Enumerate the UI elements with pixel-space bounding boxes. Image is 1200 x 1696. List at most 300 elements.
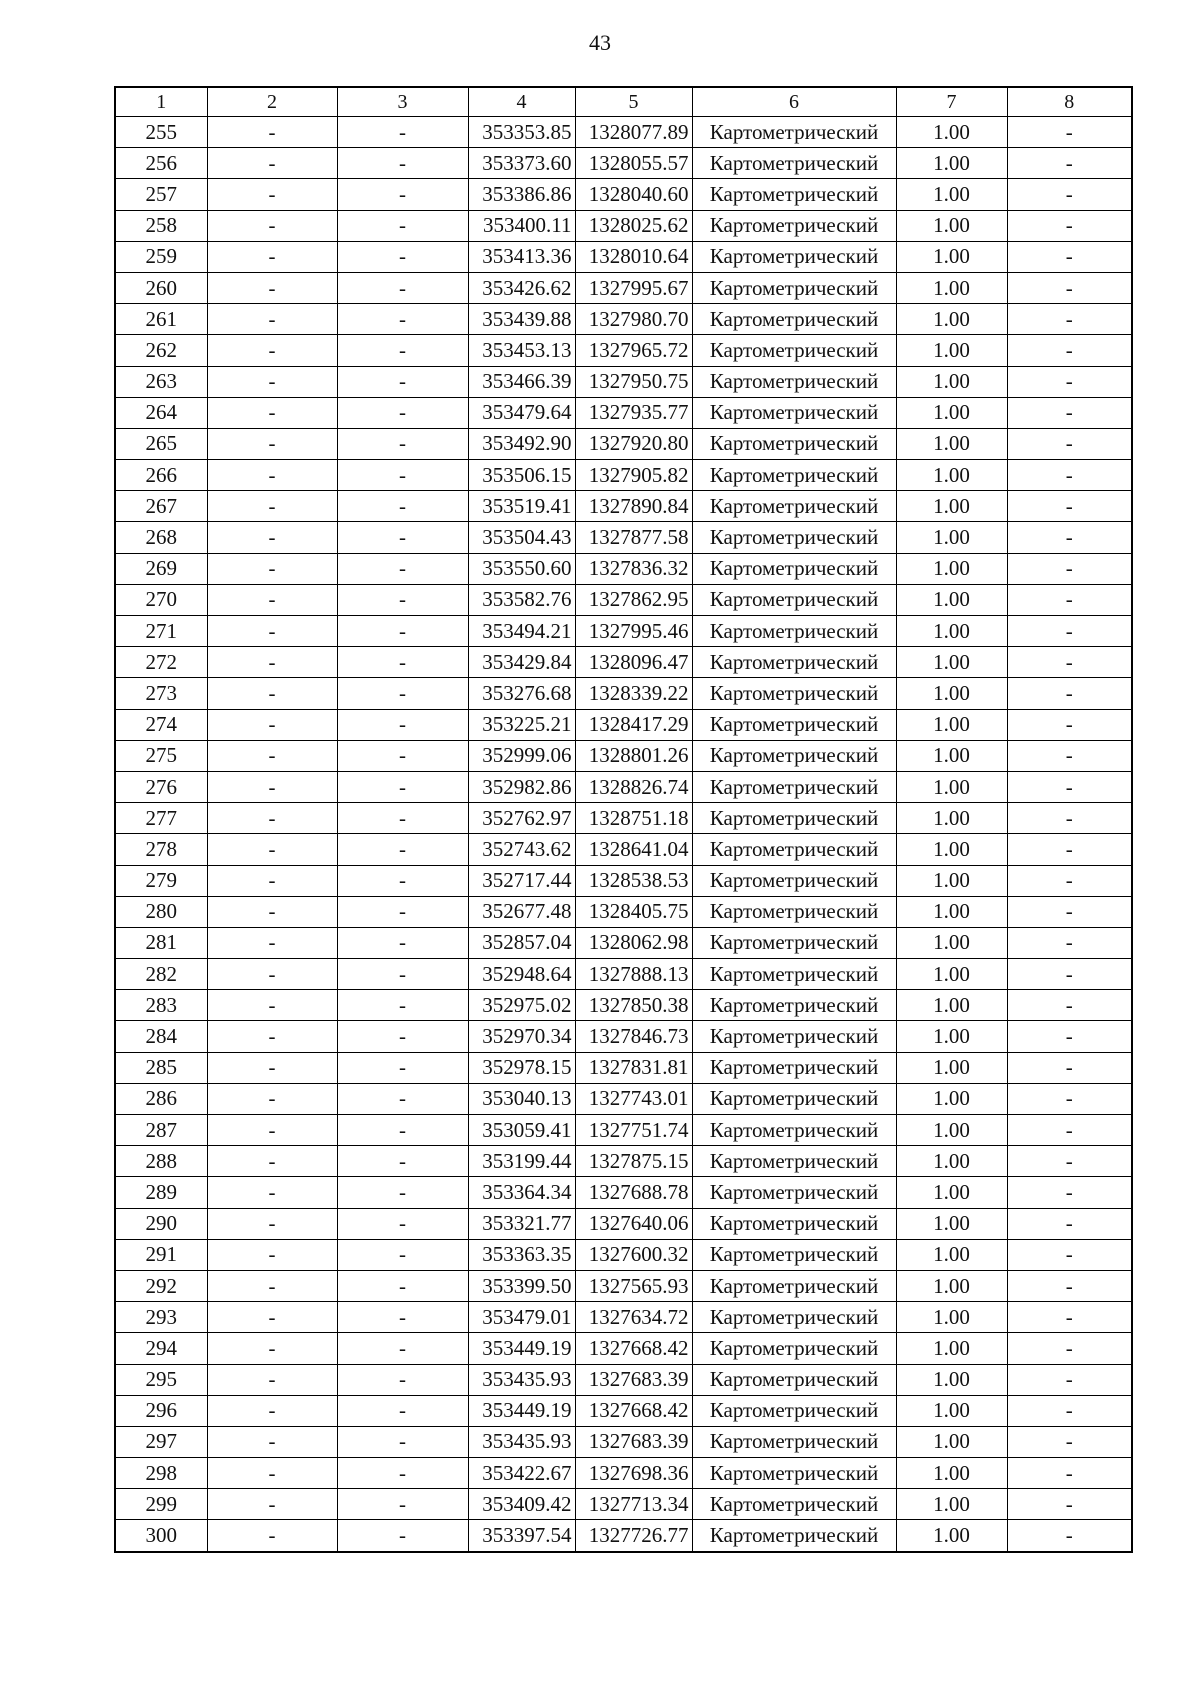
cell-col-2: - (207, 1083, 337, 1114)
method: Картометрический (692, 865, 896, 896)
method: Картометрический (692, 1426, 896, 1457)
cell-col-3: - (337, 1333, 468, 1364)
method: Картометрический (692, 1395, 896, 1426)
header-col-6: 6 (692, 87, 896, 117)
point-number: 287 (115, 1115, 207, 1146)
cell-col-8: - (1007, 1489, 1132, 1520)
accuracy: 1.00 (896, 616, 1007, 647)
table-row (115, 1489, 1132, 1520)
table-header (115, 87, 1132, 117)
cell-col-8: - (1007, 803, 1132, 834)
accuracy: 1.00 (896, 1052, 1007, 1083)
point-number: 296 (115, 1395, 207, 1426)
cell-col-3: - (337, 803, 468, 834)
cell-col-3: - (337, 1458, 468, 1489)
cell-col-2: - (207, 584, 337, 615)
cell-col-3: - (337, 616, 468, 647)
cell-col-8: - (1007, 1333, 1132, 1364)
method: Картометрический (692, 210, 896, 241)
method: Картометрический (692, 896, 896, 927)
cell-col-3: - (337, 491, 468, 522)
coord-x: 353399.50 (468, 1270, 575, 1301)
method: Картометрический (692, 834, 896, 865)
cell-col-8: - (1007, 491, 1132, 522)
method: Картометрический (692, 491, 896, 522)
accuracy: 1.00 (896, 1302, 1007, 1333)
accuracy: 1.00 (896, 553, 1007, 584)
cell-col-3: - (337, 1270, 468, 1301)
accuracy: 1.00 (896, 1489, 1007, 1520)
accuracy: 1.00 (896, 834, 1007, 865)
coord-x: 353409.42 (468, 1489, 575, 1520)
cell-col-8: - (1007, 927, 1132, 958)
coord-x: 353449.19 (468, 1333, 575, 1364)
method: Картометрический (692, 1270, 896, 1301)
table-row (115, 959, 1132, 990)
table-row (115, 335, 1132, 366)
cell-col-3: - (337, 428, 468, 459)
cell-col-2: - (207, 272, 337, 303)
cell-col-8: - (1007, 678, 1132, 709)
method: Картометрический (692, 1083, 896, 1114)
accuracy: 1.00 (896, 210, 1007, 241)
table-row (115, 304, 1132, 335)
coord-y: 1327995.46 (575, 616, 692, 647)
cell-col-8: - (1007, 397, 1132, 428)
cell-col-8: - (1007, 1146, 1132, 1177)
accuracy: 1.00 (896, 1115, 1007, 1146)
coord-x: 353225.21 (468, 709, 575, 740)
cell-col-2: - (207, 740, 337, 771)
cell-col-8: - (1007, 366, 1132, 397)
cell-col-3: - (337, 990, 468, 1021)
coord-x: 353479.64 (468, 397, 575, 428)
point-number: 277 (115, 803, 207, 834)
coord-y: 1328405.75 (575, 896, 692, 927)
method: Картометрический (692, 740, 896, 771)
table-row (115, 1395, 1132, 1426)
cell-col-3: - (337, 1052, 468, 1083)
coord-x: 352743.62 (468, 834, 575, 865)
method: Картометрический (692, 241, 896, 272)
cell-col-3: - (337, 1239, 468, 1270)
header-row (115, 87, 1132, 117)
cell-col-8: - (1007, 771, 1132, 802)
cell-col-2: - (207, 491, 337, 522)
cell-col-3: - (337, 1146, 468, 1177)
cell-col-3: - (337, 1489, 468, 1520)
coord-y: 1327688.78 (575, 1177, 692, 1208)
table-row (115, 647, 1132, 678)
coord-y: 1327683.39 (575, 1426, 692, 1457)
point-number: 297 (115, 1426, 207, 1457)
coord-x: 352982.86 (468, 771, 575, 802)
coord-x: 353494.21 (468, 616, 575, 647)
cell-col-3: - (337, 460, 468, 491)
coord-y: 1328826.74 (575, 771, 692, 802)
point-number: 269 (115, 553, 207, 584)
cell-col-2: - (207, 522, 337, 553)
cell-col-8: - (1007, 1302, 1132, 1333)
accuracy: 1.00 (896, 335, 1007, 366)
coord-y: 1327935.77 (575, 397, 692, 428)
coord-x: 353059.41 (468, 1115, 575, 1146)
accuracy: 1.00 (896, 1426, 1007, 1457)
point-number: 258 (115, 210, 207, 241)
point-number: 256 (115, 148, 207, 179)
point-number: 289 (115, 1177, 207, 1208)
cell-col-2: - (207, 148, 337, 179)
method: Картометрический (692, 1115, 896, 1146)
accuracy: 1.00 (896, 241, 1007, 272)
cell-col-2: - (207, 834, 337, 865)
accuracy: 1.00 (896, 1177, 1007, 1208)
point-number: 264 (115, 397, 207, 428)
cell-col-2: - (207, 1395, 337, 1426)
method: Картометрический (692, 803, 896, 834)
accuracy: 1.00 (896, 990, 1007, 1021)
coord-y: 1327850.38 (575, 990, 692, 1021)
coord-y: 1327877.58 (575, 522, 692, 553)
table-row (115, 1333, 1132, 1364)
accuracy: 1.00 (896, 1364, 1007, 1395)
cell-col-8: - (1007, 1520, 1132, 1552)
coord-y: 1327831.81 (575, 1052, 692, 1083)
table-row (115, 740, 1132, 771)
point-number: 279 (115, 865, 207, 896)
cell-col-3: - (337, 1115, 468, 1146)
table-row (115, 397, 1132, 428)
table-row (115, 1208, 1132, 1239)
point-number: 273 (115, 678, 207, 709)
method: Картометрический (692, 148, 896, 179)
table-row (115, 491, 1132, 522)
coord-x: 353353.85 (468, 117, 575, 148)
accuracy: 1.00 (896, 771, 1007, 802)
cell-col-8: - (1007, 834, 1132, 865)
method: Картометрический (692, 990, 896, 1021)
header-col-1: 1 (115, 87, 207, 117)
coord-x: 353479.01 (468, 1302, 575, 1333)
cell-col-2: - (207, 1364, 337, 1395)
coord-y: 1327726.77 (575, 1520, 692, 1552)
cell-col-8: - (1007, 1270, 1132, 1301)
accuracy: 1.00 (896, 1520, 1007, 1552)
accuracy: 1.00 (896, 1146, 1007, 1177)
point-number: 260 (115, 272, 207, 303)
table-row (115, 678, 1132, 709)
coord-y: 1327836.32 (575, 553, 692, 584)
table-row (115, 990, 1132, 1021)
cell-col-3: - (337, 584, 468, 615)
cell-col-3: - (337, 335, 468, 366)
cell-col-2: - (207, 304, 337, 335)
accuracy: 1.00 (896, 179, 1007, 210)
method: Картометрический (692, 304, 896, 335)
coord-y: 1327600.32 (575, 1239, 692, 1270)
table-row (115, 179, 1132, 210)
point-number: 262 (115, 335, 207, 366)
table-row (115, 117, 1132, 148)
method: Картометрический (692, 179, 896, 210)
cell-col-2: - (207, 241, 337, 272)
point-number: 255 (115, 117, 207, 148)
cell-col-2: - (207, 1270, 337, 1301)
header-col-2: 2 (207, 87, 337, 117)
coord-y: 1328077.89 (575, 117, 692, 148)
table-row (115, 1146, 1132, 1177)
cell-col-3: - (337, 522, 468, 553)
method: Картометрический (692, 616, 896, 647)
coord-y: 1327846.73 (575, 1021, 692, 1052)
coord-y: 1328751.18 (575, 803, 692, 834)
coord-x: 353199.44 (468, 1146, 575, 1177)
cell-col-2: - (207, 803, 337, 834)
coord-y: 1328062.98 (575, 927, 692, 958)
coord-x: 353400.11 (468, 210, 575, 241)
table-row (115, 771, 1132, 802)
cell-col-8: - (1007, 117, 1132, 148)
accuracy: 1.00 (896, 460, 1007, 491)
cell-col-3: - (337, 709, 468, 740)
method: Картометрический (692, 553, 896, 584)
method: Картометрический (692, 647, 896, 678)
accuracy: 1.00 (896, 678, 1007, 709)
point-number: 298 (115, 1458, 207, 1489)
cell-col-2: - (207, 959, 337, 990)
method: Картометрический (692, 1146, 896, 1177)
point-number: 282 (115, 959, 207, 990)
coord-x: 353582.76 (468, 584, 575, 615)
cell-col-2: - (207, 397, 337, 428)
accuracy: 1.00 (896, 1208, 1007, 1239)
accuracy: 1.00 (896, 647, 1007, 678)
accuracy: 1.00 (896, 522, 1007, 553)
cell-col-8: - (1007, 584, 1132, 615)
accuracy: 1.00 (896, 803, 1007, 834)
cell-col-2: - (207, 335, 337, 366)
coord-x: 352857.04 (468, 927, 575, 958)
table-row (115, 553, 1132, 584)
accuracy: 1.00 (896, 1270, 1007, 1301)
cell-col-3: - (337, 397, 468, 428)
coord-x: 353429.84 (468, 647, 575, 678)
accuracy: 1.00 (896, 366, 1007, 397)
point-number: 272 (115, 647, 207, 678)
coord-y: 1327698.36 (575, 1458, 692, 1489)
coord-y: 1327751.74 (575, 1115, 692, 1146)
method: Картометрический (692, 397, 896, 428)
coord-y: 1328096.47 (575, 647, 692, 678)
cell-col-2: - (207, 428, 337, 459)
cell-col-8: - (1007, 990, 1132, 1021)
cell-col-2: - (207, 553, 337, 584)
accuracy: 1.00 (896, 1021, 1007, 1052)
table-row (115, 210, 1132, 241)
coord-y: 1327995.67 (575, 272, 692, 303)
cell-col-3: - (337, 896, 468, 927)
cell-col-8: - (1007, 616, 1132, 647)
cell-col-8: - (1007, 1239, 1132, 1270)
point-number: 267 (115, 491, 207, 522)
cell-col-8: - (1007, 1177, 1132, 1208)
cell-col-3: - (337, 678, 468, 709)
point-number: 281 (115, 927, 207, 958)
cell-col-2: - (207, 210, 337, 241)
table-row (115, 148, 1132, 179)
method: Картометрический (692, 584, 896, 615)
coord-y: 1328641.04 (575, 834, 692, 865)
cell-col-8: - (1007, 1021, 1132, 1052)
cell-col-8: - (1007, 179, 1132, 210)
point-number: 300 (115, 1520, 207, 1552)
accuracy: 1.00 (896, 397, 1007, 428)
method: Картометрический (692, 1520, 896, 1552)
coord-y: 1327683.39 (575, 1364, 692, 1395)
coord-y: 1328801.26 (575, 740, 692, 771)
accuracy: 1.00 (896, 1083, 1007, 1114)
point-number: 284 (115, 1021, 207, 1052)
method: Картометрический (692, 1177, 896, 1208)
cell-col-2: - (207, 1333, 337, 1364)
accuracy: 1.00 (896, 1395, 1007, 1426)
coord-x: 353519.41 (468, 491, 575, 522)
cell-col-8: - (1007, 272, 1132, 303)
accuracy: 1.00 (896, 959, 1007, 990)
point-number: 291 (115, 1239, 207, 1270)
coord-x: 352970.34 (468, 1021, 575, 1052)
table-row (115, 1426, 1132, 1457)
cell-col-3: - (337, 304, 468, 335)
cell-col-2: - (207, 1115, 337, 1146)
cell-col-3: - (337, 834, 468, 865)
method: Картометрический (692, 1302, 896, 1333)
cell-col-8: - (1007, 1426, 1132, 1457)
cell-col-2: - (207, 896, 337, 927)
cell-col-8: - (1007, 1083, 1132, 1114)
cell-col-2: - (207, 1426, 337, 1457)
coord-x: 353373.60 (468, 148, 575, 179)
point-number: 294 (115, 1333, 207, 1364)
point-number: 263 (115, 366, 207, 397)
table-row (115, 896, 1132, 927)
header-col-7: 7 (896, 87, 1007, 117)
point-number: 290 (115, 1208, 207, 1239)
table-row (115, 1177, 1132, 1208)
coord-y: 1327980.70 (575, 304, 692, 335)
table-row (115, 1364, 1132, 1395)
cell-col-2: - (207, 865, 337, 896)
table-row (115, 366, 1132, 397)
accuracy: 1.00 (896, 1333, 1007, 1364)
table-row (115, 584, 1132, 615)
method: Картометрический (692, 335, 896, 366)
table-row (115, 1302, 1132, 1333)
cell-col-8: - (1007, 148, 1132, 179)
point-number: 270 (115, 584, 207, 615)
accuracy: 1.00 (896, 428, 1007, 459)
coord-y: 1328040.60 (575, 179, 692, 210)
table-row (115, 241, 1132, 272)
coord-x: 352978.15 (468, 1052, 575, 1083)
cell-col-3: - (337, 148, 468, 179)
cell-col-8: - (1007, 1458, 1132, 1489)
table-row (115, 1083, 1132, 1114)
coord-x: 353466.39 (468, 366, 575, 397)
cell-col-2: - (207, 1146, 337, 1177)
cell-col-8: - (1007, 896, 1132, 927)
cell-col-2: - (207, 1239, 337, 1270)
accuracy: 1.00 (896, 304, 1007, 335)
cell-col-8: - (1007, 647, 1132, 678)
cell-col-2: - (207, 616, 337, 647)
point-number: 259 (115, 241, 207, 272)
point-number: 288 (115, 1146, 207, 1177)
table-row (115, 428, 1132, 459)
cell-col-3: - (337, 1208, 468, 1239)
cell-col-3: - (337, 1395, 468, 1426)
method: Картометрический (692, 1239, 896, 1270)
method: Картометрический (692, 428, 896, 459)
cell-col-8: - (1007, 210, 1132, 241)
coord-y: 1327920.80 (575, 428, 692, 459)
point-number: 271 (115, 616, 207, 647)
point-number: 283 (115, 990, 207, 1021)
accuracy: 1.00 (896, 740, 1007, 771)
header-col-8: 8 (1007, 87, 1132, 117)
accuracy: 1.00 (896, 272, 1007, 303)
cell-col-2: - (207, 647, 337, 678)
cell-col-3: - (337, 1426, 468, 1457)
point-number: 266 (115, 460, 207, 491)
cell-col-8: - (1007, 241, 1132, 272)
coordinates-table (114, 86, 1133, 1553)
coord-x: 352975.02 (468, 990, 575, 1021)
cell-col-2: - (207, 709, 337, 740)
coord-y: 1328010.64 (575, 241, 692, 272)
method: Картометрический (692, 460, 896, 491)
point-number: 286 (115, 1083, 207, 1114)
accuracy: 1.00 (896, 927, 1007, 958)
table-row (115, 834, 1132, 865)
accuracy: 1.00 (896, 865, 1007, 896)
coord-y: 1327668.42 (575, 1333, 692, 1364)
method: Картометрический (692, 927, 896, 958)
cell-col-8: - (1007, 1395, 1132, 1426)
point-number: 268 (115, 522, 207, 553)
coord-x: 353364.34 (468, 1177, 575, 1208)
coord-y: 1327875.15 (575, 1146, 692, 1177)
coord-y: 1328055.57 (575, 148, 692, 179)
header-col-5: 5 (575, 87, 692, 117)
method: Картометрический (692, 1364, 896, 1395)
cell-col-3: - (337, 1083, 468, 1114)
cell-col-3: - (337, 647, 468, 678)
method: Картометрический (692, 1021, 896, 1052)
cell-col-8: - (1007, 553, 1132, 584)
method: Картометрический (692, 1333, 896, 1364)
table-row (115, 865, 1132, 896)
coord-x: 353413.36 (468, 241, 575, 272)
table-row (115, 616, 1132, 647)
coord-x: 353276.68 (468, 678, 575, 709)
point-number: 293 (115, 1302, 207, 1333)
coord-y: 1328025.62 (575, 210, 692, 241)
coord-x: 353439.88 (468, 304, 575, 335)
cell-col-3: - (337, 366, 468, 397)
coord-y: 1327634.72 (575, 1302, 692, 1333)
table-row (115, 1520, 1132, 1552)
